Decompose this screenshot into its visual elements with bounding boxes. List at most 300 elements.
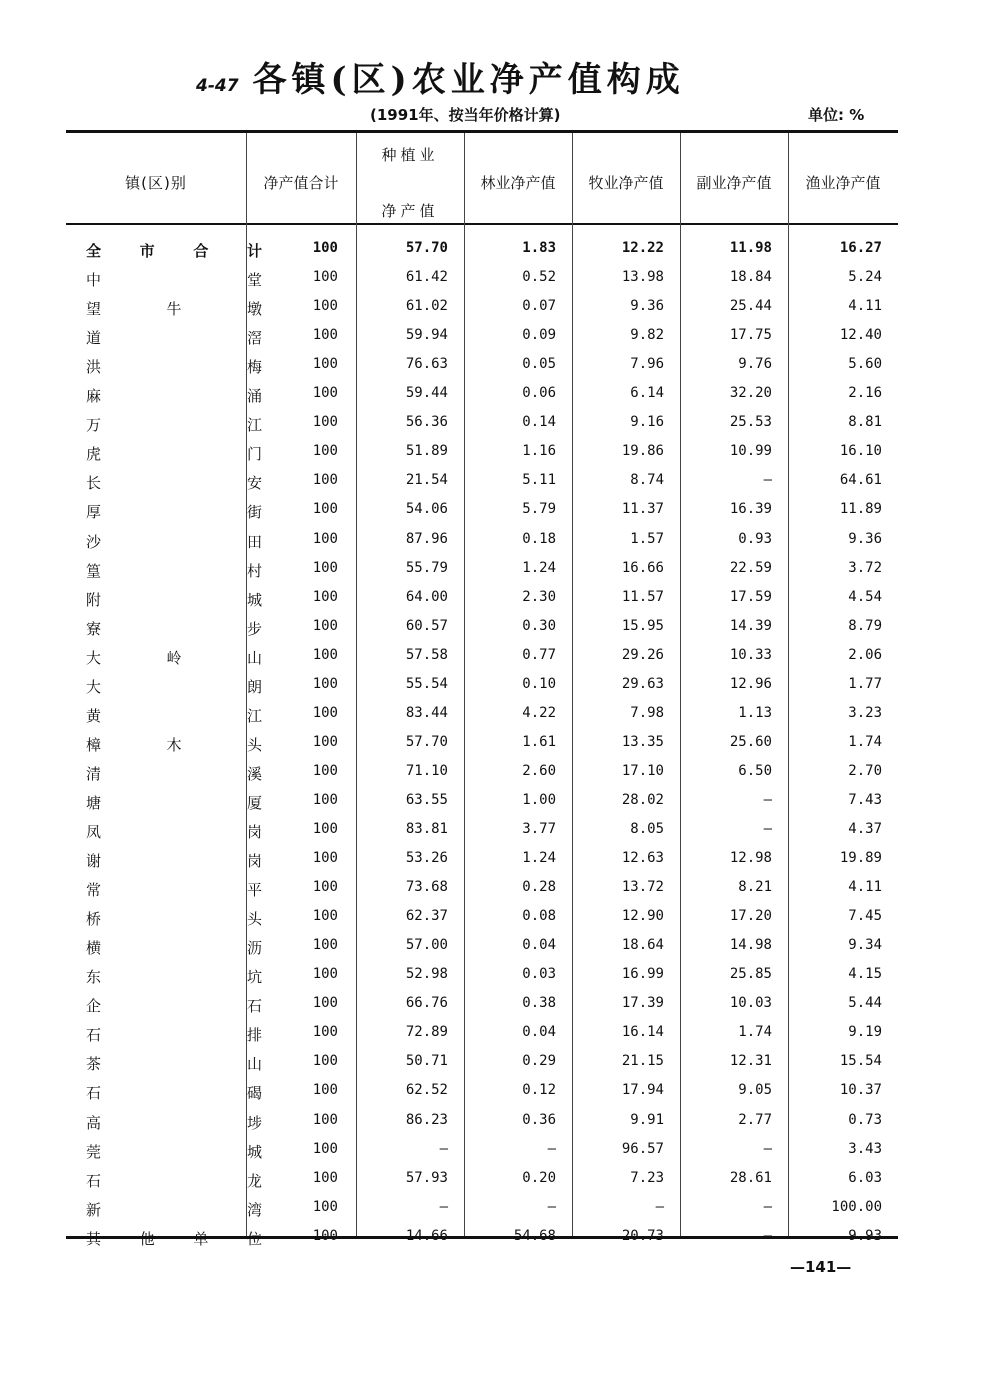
region-name-char: 湾 xyxy=(246,1200,262,1219)
cell-value: 17.94 xyxy=(621,1082,664,1099)
cell-value: 86.23 xyxy=(405,1111,448,1128)
region-name-char: 沥 xyxy=(246,939,262,958)
region-name-char: 山 xyxy=(246,1055,262,1074)
table-row xyxy=(66,385,898,411)
region-name xyxy=(86,618,262,639)
cell-value: 17.20 xyxy=(729,908,772,925)
region-name-char: 谢 xyxy=(86,852,102,871)
region-name-char: 龙 xyxy=(246,1171,262,1190)
cell-value: 100 xyxy=(312,1024,338,1041)
header-region: 镇(区)别 xyxy=(125,174,187,192)
cell-value: 100 xyxy=(312,704,338,721)
region-name xyxy=(86,676,262,697)
cell-value: 0.28 xyxy=(522,879,556,896)
region-name-char: 牛 xyxy=(166,300,182,319)
region-name-char: 麻 xyxy=(86,387,102,406)
cell-value: 73.68 xyxy=(405,879,448,896)
cell-value: 100 xyxy=(312,1227,338,1244)
cell-value: 100 xyxy=(312,443,338,460)
region-name-char: 溪 xyxy=(246,764,262,783)
cell-value: 0.06 xyxy=(522,385,556,402)
cell-value: 9.91 xyxy=(630,1111,664,1128)
region-name-char: 厚 xyxy=(86,503,102,522)
cell-value: 83.81 xyxy=(405,821,448,837)
cell-value: 0.52 xyxy=(522,269,556,286)
region-name-char: 黄 xyxy=(86,706,102,725)
table-row xyxy=(66,1141,898,1167)
region-name-char: 石 xyxy=(86,1171,102,1190)
table-row xyxy=(66,414,898,440)
region-name-char: 其 xyxy=(86,1229,102,1248)
region-name-char: 滘 xyxy=(246,329,262,348)
cell-value: 2.77 xyxy=(738,1111,772,1128)
cell-value: — xyxy=(763,791,772,808)
cell-value: 3.43 xyxy=(848,1140,882,1157)
cell-value: 100 xyxy=(312,646,338,663)
cell-value: 1.13 xyxy=(738,704,772,721)
cell-value: 83.44 xyxy=(405,704,448,721)
cell-value: 100 xyxy=(312,472,338,489)
cell-value: 11.57 xyxy=(621,588,664,605)
region-name xyxy=(86,443,262,464)
cell-value: 100 xyxy=(312,762,338,779)
cell-value: 17.39 xyxy=(621,995,664,1012)
cell-value: 100 xyxy=(312,501,338,518)
cell-value: 1.00 xyxy=(522,791,556,808)
region-name xyxy=(86,763,262,784)
region-name xyxy=(86,560,262,581)
table-row xyxy=(66,1228,898,1254)
cell-value: 2.70 xyxy=(848,762,882,779)
region-name-char: 坑 xyxy=(246,968,262,987)
cell-value: 61.42 xyxy=(405,269,448,286)
region-name-char: 东 xyxy=(86,968,102,987)
table-row xyxy=(66,560,898,586)
region-name-char: 木 xyxy=(166,735,182,754)
cell-value: 0.14 xyxy=(522,414,556,431)
region-name xyxy=(86,966,262,987)
cell-value: 0.04 xyxy=(522,1024,556,1041)
table-row xyxy=(66,763,898,789)
subtitle: (1991年、按当年价格计算) xyxy=(370,106,561,124)
cell-value: 96.57 xyxy=(621,1140,664,1157)
region-name-char: 桥 xyxy=(86,910,102,929)
cell-value: 61.02 xyxy=(405,298,448,315)
cell-value: 1.57 xyxy=(630,530,664,547)
cell-value: 13.72 xyxy=(621,879,664,896)
cell-value: 9.34 xyxy=(848,937,882,954)
cell-value: 0.93 xyxy=(738,530,772,547)
table-row xyxy=(66,879,898,905)
cell-value: 18.84 xyxy=(729,269,772,286)
cell-value: 25.53 xyxy=(729,414,772,431)
cell-value: 21.54 xyxy=(405,472,448,489)
region-name-char: 茶 xyxy=(86,1055,102,1074)
cell-value: 1.77 xyxy=(848,675,882,692)
table-row xyxy=(66,676,898,702)
cell-value: 1.16 xyxy=(522,443,556,460)
cell-value: 0.08 xyxy=(522,908,556,925)
cell-value: 3.72 xyxy=(848,559,882,576)
region-name-char: 虎 xyxy=(86,445,102,464)
cell-value: 100 xyxy=(312,1111,338,1128)
cell-value: 87.96 xyxy=(405,530,448,547)
cell-value: 14.98 xyxy=(729,937,772,954)
cell-value: 100 xyxy=(312,356,338,373)
cell-value: 18.64 xyxy=(621,937,664,954)
cell-value: 62.37 xyxy=(405,908,448,925)
cell-value: 9.36 xyxy=(848,530,882,547)
region-name-char: 清 xyxy=(86,764,102,783)
cell-value: 56.36 xyxy=(405,414,448,431)
cell-value: 100 xyxy=(312,791,338,808)
cell-value: 64.61 xyxy=(839,472,882,489)
cell-value: 1.74 xyxy=(848,733,882,750)
table-row xyxy=(66,269,898,295)
cell-value: 1.74 xyxy=(738,1024,772,1041)
cell-value: 100 xyxy=(312,240,338,256)
table-row xyxy=(66,937,898,963)
cell-value: 28.02 xyxy=(621,791,664,808)
region-name xyxy=(86,472,262,493)
region-name-char: 洪 xyxy=(86,358,102,377)
region-name-char: 全 xyxy=(86,242,102,260)
table-number: 4-47 xyxy=(196,76,239,96)
region-name-char: 江 xyxy=(246,706,262,725)
cell-value: 53.26 xyxy=(405,850,448,867)
region-name xyxy=(86,1053,262,1074)
cell-value: 55.79 xyxy=(405,559,448,576)
page-number: —141— xyxy=(790,1258,852,1276)
cell-value: 12.40 xyxy=(839,327,882,344)
cell-value: 0.09 xyxy=(522,327,556,344)
region-name xyxy=(86,792,262,813)
region-name-char: 万 xyxy=(86,416,102,435)
cell-value: 10.03 xyxy=(729,995,772,1012)
cell-value: 11.89 xyxy=(839,501,882,518)
cell-value: 6.03 xyxy=(848,1169,882,1186)
region-name-char: 平 xyxy=(246,881,262,900)
region-name xyxy=(86,879,262,900)
cell-value: 4.11 xyxy=(848,298,882,315)
cell-value: 100 xyxy=(312,1053,338,1070)
region-name xyxy=(86,356,262,377)
cell-value: 2.30 xyxy=(522,588,556,605)
cell-value: 10.99 xyxy=(729,443,772,460)
region-name-char: 涌 xyxy=(246,387,262,406)
cell-value: 12.98 xyxy=(729,850,772,867)
cell-value: 62.52 xyxy=(405,1082,448,1099)
region-name xyxy=(86,1082,262,1103)
table-row xyxy=(66,1112,898,1138)
cell-value: 57.93 xyxy=(405,1169,448,1186)
cell-value: 1.83 xyxy=(522,240,556,256)
cell-value: 12.90 xyxy=(621,908,664,925)
region-name-char: 石 xyxy=(246,997,262,1016)
region-name-char: 石 xyxy=(86,1026,102,1045)
cell-value: 0.29 xyxy=(522,1053,556,1070)
cell-value: 13.35 xyxy=(621,733,664,750)
cell-value: 76.63 xyxy=(405,356,448,373)
table-row xyxy=(66,908,898,934)
cell-value: 11.37 xyxy=(621,501,664,518)
region-name xyxy=(86,995,262,1016)
cell-value: 15.54 xyxy=(839,1053,882,1070)
cell-value: 100 xyxy=(312,879,338,896)
table-row xyxy=(66,1053,898,1079)
cell-value: 0.20 xyxy=(522,1169,556,1186)
region-name-char: 城 xyxy=(246,1142,262,1161)
region-name xyxy=(86,705,262,726)
cell-value: — xyxy=(763,1198,772,1215)
cell-value: 28.61 xyxy=(729,1169,772,1186)
cell-value: 0.10 xyxy=(522,675,556,692)
cell-value: 100 xyxy=(312,617,338,634)
cell-value: 12.63 xyxy=(621,850,664,867)
cell-value: 0.30 xyxy=(522,617,556,634)
table-row xyxy=(66,240,898,266)
cell-value: 9.82 xyxy=(630,327,664,344)
table-row xyxy=(66,705,898,731)
cell-value: 0.73 xyxy=(848,1111,882,1128)
table-row xyxy=(66,647,898,673)
region-name-char: 塘 xyxy=(86,793,102,812)
table-row xyxy=(66,531,898,557)
region-name-char: 大 xyxy=(86,648,102,667)
cell-value: 4.15 xyxy=(848,966,882,983)
region-name-char: 中 xyxy=(86,271,102,290)
cell-value: 100 xyxy=(312,385,338,402)
cell-value: 0.36 xyxy=(522,1111,556,1128)
cell-value: — xyxy=(763,1140,772,1157)
cell-value: 16.66 xyxy=(621,559,664,576)
region-name-char: 街 xyxy=(246,503,262,522)
cell-value: 14.66 xyxy=(405,1227,448,1244)
cell-value: 9.76 xyxy=(738,356,772,373)
cell-value: 8.79 xyxy=(848,617,882,634)
region-name-char: 新 xyxy=(86,1200,102,1219)
region-name-char: 梅 xyxy=(246,358,262,377)
cell-value: 5.11 xyxy=(522,472,556,489)
region-name-char: 埗 xyxy=(246,1113,262,1132)
cell-value: 8.81 xyxy=(848,414,882,431)
cell-value: 9.36 xyxy=(630,298,664,315)
cell-value: 60.57 xyxy=(405,617,448,634)
cell-value: 100 xyxy=(312,675,338,692)
region-name xyxy=(86,734,262,755)
region-name-char: 岗 xyxy=(246,852,262,871)
cell-value: 100 xyxy=(312,1169,338,1186)
region-name xyxy=(86,589,262,610)
cell-value: 59.44 xyxy=(405,385,448,402)
cell-value: 51.89 xyxy=(405,443,448,460)
region-name xyxy=(86,298,262,319)
cell-value: 0.12 xyxy=(522,1082,556,1099)
region-name-char: 厦 xyxy=(246,793,262,812)
cell-value: 12.31 xyxy=(729,1053,772,1070)
region-name-char: 堂 xyxy=(246,271,262,290)
cell-value: 25.60 xyxy=(729,733,772,750)
cell-value: 100 xyxy=(312,588,338,605)
cell-value: 19.89 xyxy=(839,850,882,867)
cell-value: — xyxy=(763,1227,772,1244)
cell-value: 8.05 xyxy=(630,821,664,837)
region-name-char: 碣 xyxy=(246,1084,262,1103)
cell-value: 100.00 xyxy=(831,1198,882,1215)
region-name-char: 单 xyxy=(193,1229,209,1248)
cell-value: 5.60 xyxy=(848,356,882,373)
region-name-char: 莞 xyxy=(86,1142,102,1161)
region-name-char: 安 xyxy=(246,474,262,493)
table-row xyxy=(66,618,898,644)
cell-value: 16.14 xyxy=(621,1024,664,1041)
cell-value: 29.26 xyxy=(621,646,664,663)
cell-value: 55.54 xyxy=(405,675,448,692)
cell-value: 25.85 xyxy=(729,966,772,983)
cell-value: 64.00 xyxy=(405,588,448,605)
region-name xyxy=(86,1141,262,1162)
region-name-char: 常 xyxy=(86,881,102,900)
cell-value: 100 xyxy=(312,1140,338,1157)
table-row xyxy=(66,1024,898,1050)
cell-value: 16.10 xyxy=(839,443,882,460)
cell-value: 100 xyxy=(312,298,338,315)
region-name-char: 樟 xyxy=(86,735,102,754)
cell-value: — xyxy=(439,1140,448,1157)
region-name-char: 位 xyxy=(246,1229,262,1248)
cell-value: 59.94 xyxy=(405,327,448,344)
cell-value: 11.98 xyxy=(729,240,772,256)
cell-value: 100 xyxy=(312,733,338,750)
region-name-char: 步 xyxy=(246,619,262,638)
cell-value: 1.24 xyxy=(522,850,556,867)
region-name-char: 田 xyxy=(246,532,262,551)
header-livestock: 牧业净产值 xyxy=(588,174,664,192)
region-name xyxy=(86,414,262,435)
cell-value: 100 xyxy=(312,850,338,867)
cell-value: 6.14 xyxy=(630,385,664,402)
region-name-char: 篁 xyxy=(86,561,102,580)
cell-value: 12.96 xyxy=(729,675,772,692)
cell-value: 0.77 xyxy=(522,646,556,663)
region-name xyxy=(86,269,262,290)
region-name-char: 企 xyxy=(86,997,102,1016)
region-name xyxy=(86,385,262,406)
cell-value: 4.54 xyxy=(848,588,882,605)
cell-value: — xyxy=(547,1140,556,1157)
cell-value: 72.89 xyxy=(405,1024,448,1041)
cell-value: 57.00 xyxy=(405,937,448,954)
cell-value: 7.98 xyxy=(630,704,664,721)
cell-value: 2.16 xyxy=(848,385,882,402)
region-name xyxy=(86,908,262,929)
cell-value: 5.79 xyxy=(522,501,556,518)
cell-value: 71.10 xyxy=(405,762,448,779)
cell-value: 9.16 xyxy=(630,414,664,431)
table-row xyxy=(66,298,898,324)
region-name-char: 市 xyxy=(139,242,155,260)
region-name-char: 道 xyxy=(86,329,102,348)
cell-value: 8.74 xyxy=(630,472,664,489)
region-name-char: 江 xyxy=(246,416,262,435)
cell-value: 3.77 xyxy=(522,821,556,837)
cell-value: 2.60 xyxy=(522,762,556,779)
page-title: 各镇(区)农业净产值构成 xyxy=(252,60,685,100)
cell-value: 21.15 xyxy=(621,1053,664,1070)
cell-value: 54.68 xyxy=(513,1227,556,1244)
cell-value: 50.71 xyxy=(405,1053,448,1070)
cell-value: 9.93 xyxy=(848,1227,882,1244)
cell-value: 0.38 xyxy=(522,995,556,1012)
cell-value: 13.98 xyxy=(621,269,664,286)
cell-value: 20.73 xyxy=(621,1227,664,1244)
table-row xyxy=(66,850,898,876)
cell-value: 63.55 xyxy=(405,791,448,808)
cell-value: 100 xyxy=(312,995,338,1012)
cell-value: 100 xyxy=(312,966,338,983)
region-name xyxy=(86,501,262,522)
region-name-char: 长 xyxy=(86,474,102,493)
region-name-char: 城 xyxy=(246,590,262,609)
cell-value: — xyxy=(655,1198,664,1215)
table-row xyxy=(66,734,898,760)
region-name-char: 合 xyxy=(193,242,209,260)
cell-value: 100 xyxy=(312,1198,338,1215)
cell-value: 100 xyxy=(312,908,338,925)
region-name-char: 头 xyxy=(246,735,262,754)
cell-value: 29.63 xyxy=(621,675,664,692)
region-name-char: 岭 xyxy=(166,648,182,667)
cell-value: 7.45 xyxy=(848,908,882,925)
region-name-char: 他 xyxy=(139,1229,155,1248)
region-name xyxy=(86,531,262,552)
region-name xyxy=(86,327,262,348)
table-row xyxy=(66,995,898,1021)
region-name-char: 排 xyxy=(246,1026,262,1045)
cell-value: 5.24 xyxy=(848,269,882,286)
region-name-char: 朗 xyxy=(246,677,262,696)
unit-label: 单位: % xyxy=(808,106,865,124)
region-name-char: 横 xyxy=(86,939,102,958)
region-name xyxy=(86,1170,262,1191)
table-row xyxy=(66,1082,898,1108)
cell-value: 0.18 xyxy=(522,530,556,547)
cell-value: 3.23 xyxy=(848,704,882,721)
region-name-char: 山 xyxy=(246,648,262,667)
cell-value: 5.44 xyxy=(848,995,882,1012)
table-row xyxy=(66,327,898,353)
cell-value: 17.10 xyxy=(621,762,664,779)
cell-value: 0.03 xyxy=(522,966,556,983)
region-name xyxy=(86,1228,262,1249)
region-name-char: 石 xyxy=(86,1084,102,1103)
region-name-char: 计 xyxy=(246,242,262,260)
cell-value: 0.04 xyxy=(522,937,556,954)
cell-value: 7.96 xyxy=(630,356,664,373)
cell-value: 100 xyxy=(312,327,338,344)
table-row xyxy=(66,1199,898,1225)
cell-value: 9.19 xyxy=(848,1024,882,1041)
cell-value: 32.20 xyxy=(729,385,772,402)
cell-value: 17.59 xyxy=(729,588,772,605)
region-name xyxy=(86,850,262,871)
cell-value: 6.50 xyxy=(738,762,772,779)
header-sideline: 副业净产值 xyxy=(696,174,772,192)
region-name-char: 村 xyxy=(246,561,262,580)
table-row xyxy=(66,501,898,527)
region-name xyxy=(86,1112,262,1133)
table-row xyxy=(66,1170,898,1196)
